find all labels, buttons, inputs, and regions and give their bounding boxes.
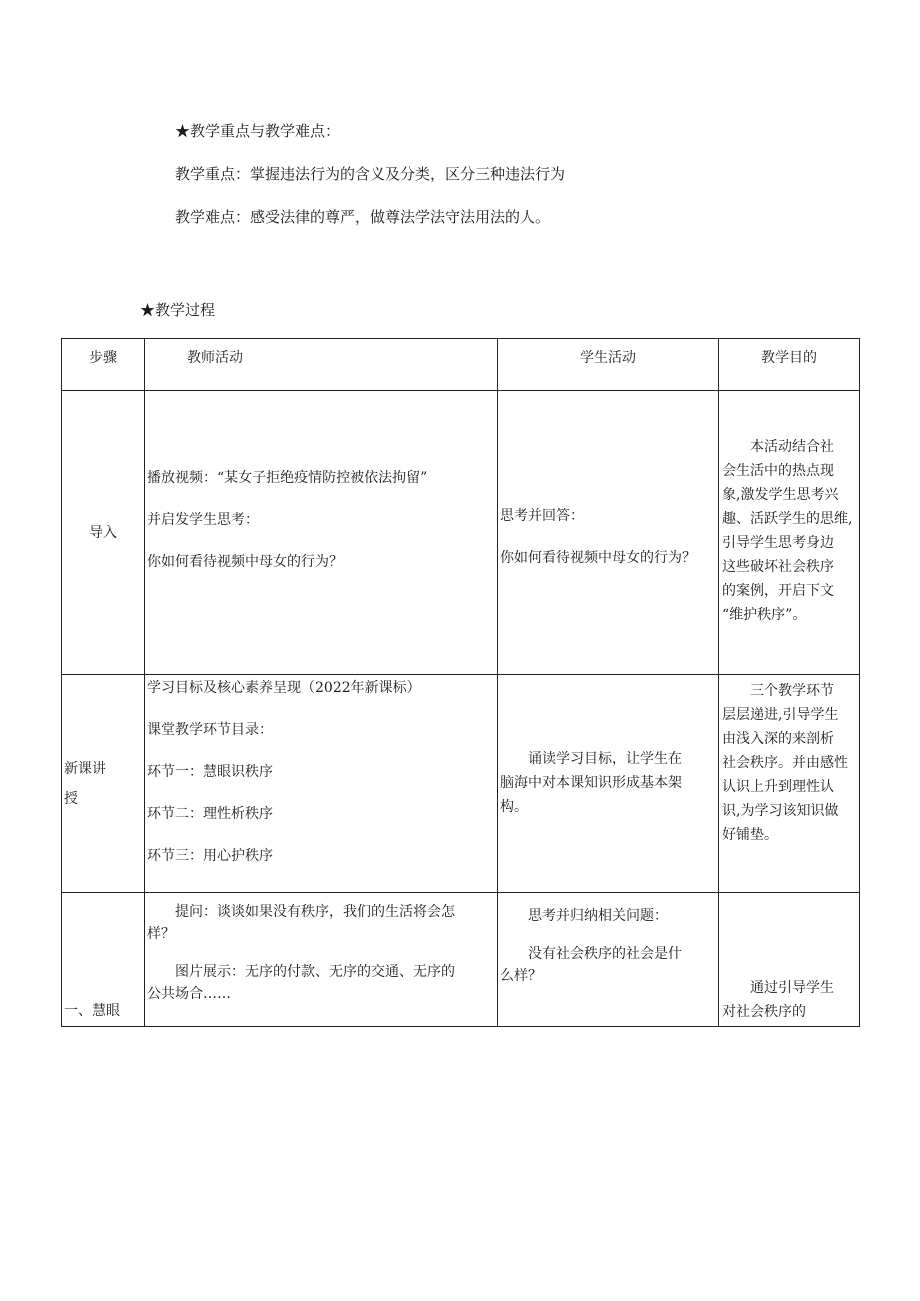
header-step: 步骤 [62, 339, 145, 391]
student-activity-cell [498, 391, 719, 675]
table-header-row [62, 339, 860, 391]
student-line: 脑海中对本课知识形成基本架 [500, 775, 682, 791]
table-row [62, 391, 860, 675]
key-difficult-heading: ★教学重点与教学难点： [175, 122, 341, 140]
teacher-line: 你如何看待视频中母女的行为？ [147, 554, 343, 570]
teacher-line: 环节二：理性析秩序 [147, 806, 273, 822]
teacher-line: 并启发学生思考： [147, 512, 259, 528]
teacher-line: 图片展示：无序的付款、无序的交通、无序的 [175, 964, 455, 980]
difficult-point-text: 教学难点：感受法律的尊严，做尊法学法守法用法的人。 [175, 208, 551, 226]
purpose-line: 三个教学环节 [750, 683, 834, 699]
table-row [62, 893, 860, 1027]
process-heading: ★教学过程 [140, 301, 216, 319]
student-line: 诵读学习目标，让学生在 [528, 751, 682, 767]
teacher-activity-cell [145, 893, 498, 1027]
student-line: 么样？ [500, 968, 542, 984]
purpose-cell [719, 893, 860, 1027]
purpose-line: 引导学生思考身边 [722, 535, 834, 551]
purpose-line: 层层递进,引导学生 [722, 707, 839, 723]
student-line: 构。 [500, 799, 528, 815]
teacher-activity-cell [145, 391, 498, 675]
purpose-cell [719, 675, 860, 893]
purpose-line: 由浅入深的来剖析 [722, 731, 834, 747]
purpose-line: “维护秩序”。 [722, 607, 807, 623]
purpose-line: 的案例，开启下文 [722, 583, 834, 599]
student-line: 思考并归纳相关问题： [528, 908, 668, 924]
teacher-line: 学习目标及核心素养呈现（2022年新课标） [147, 680, 421, 696]
step-line: 授 [64, 790, 78, 807]
student-line: 没有社会秩序的社会是什 [528, 946, 682, 962]
teacher-activity-cell [145, 675, 498, 893]
purpose-cell [719, 391, 860, 675]
student-activity-cell [498, 675, 719, 893]
purpose-line: 象,激发学生思考兴 [722, 487, 839, 503]
student-activity-cell [498, 893, 719, 1027]
step-cell [62, 391, 145, 675]
purpose-line: 社会秩序。并由感性 [722, 755, 848, 771]
teacher-line: 公共场合…… [147, 986, 231, 1002]
teacher-line: 环节三：用心护秩序 [147, 848, 273, 864]
purpose-line: 这些破坏社会秩序 [722, 559, 834, 575]
purpose-line: 趣、活跃学生的思维, [722, 511, 853, 527]
purpose-line: 对社会秩序的 [722, 1004, 806, 1020]
header-purpose: 教学目的 [719, 339, 860, 391]
teacher-line: 环节一：慧眼识秩序 [147, 764, 273, 780]
table-row [62, 675, 860, 893]
step-cell [62, 893, 145, 1027]
teacher-line: 提问：谈谈如果没有秩序，我们的生活将会怎 [175, 904, 455, 920]
purpose-line: 会生活中的热点现 [722, 463, 834, 479]
key-point-text: 教学重点：掌握违法行为的含义及分类，区分三种违法行为 [175, 165, 566, 183]
step-label: 导入 [89, 524, 117, 541]
student-line: 你如何看待视频中母女的行为？ [500, 550, 696, 566]
purpose-line: 认识上升到理性认 [722, 779, 834, 795]
teaching-process-table [61, 338, 860, 1027]
teacher-line: 播放视频：“某女子拒绝疫情防控被依法拘留” [147, 470, 428, 486]
student-line: 思考并回答： [500, 508, 584, 524]
purpose-line: 识,为学习该知识做 [722, 803, 839, 819]
purpose-line: 本活动结合社 [750, 439, 834, 455]
header-student: 学生活动 [498, 339, 719, 391]
step-label: 一、慧眼 [64, 1003, 120, 1019]
purpose-line: 通过引导学生 [750, 980, 834, 996]
purpose-line: 好铺垫。 [722, 827, 778, 843]
teacher-line: 样？ [147, 926, 175, 942]
step-cell [62, 675, 145, 893]
step-line: 新课讲 [64, 760, 106, 777]
header-teacher: 教师活动 [145, 339, 498, 391]
teacher-line: 课堂教学环节目录： [147, 722, 273, 738]
